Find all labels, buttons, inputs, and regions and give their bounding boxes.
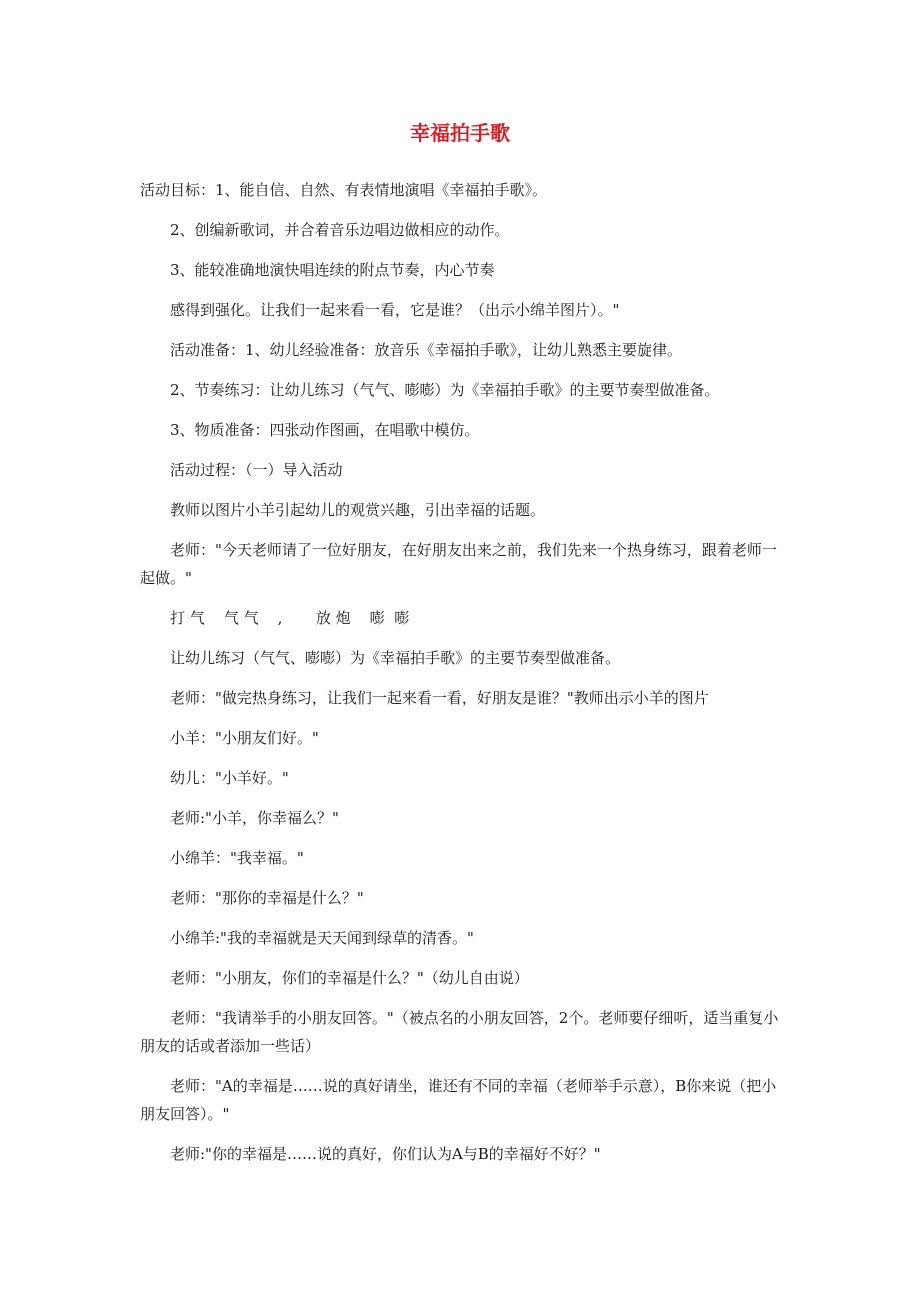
paragraph-teacher-6: 老师："我请举手的小朋友回答。"（被点名的小朋友回答，2个。老师要仔细听，适当重复小朋友的话或者添加一些话） [140, 1009, 779, 1055]
paragraph-prep: 活动准备：1、幼儿经验准备：放音乐《幸福拍手歌》，让幼儿熟悉主要旋律。 [170, 341, 683, 359]
document-title: 幸福拍手歌 [410, 121, 510, 145]
paragraph-goal-2: 2、创编新歌词，并合着音乐边唱边做相应的动作。 [170, 221, 510, 239]
paragraph-prep-3: 3、物质准备：四张动作图画，在唱歌中模仿。 [170, 421, 480, 439]
paragraph-teacher-5: 老师："小朋友，你们的幸福是什么？"（幼儿自由说） [170, 969, 529, 987]
paragraph-rhythm: 打 气 气 气 , 放 炮 嘭 嘭 [170, 609, 410, 627]
paragraph-teacher-8: 老师:"你的幸福是……说的真好，你们认为A与B的幸福好不好？" [170, 1145, 601, 1163]
paragraph-teacher-4: 老师："那你的幸福是什么？" [170, 889, 364, 907]
paragraph-lamb-3: 小绵羊:"我的幸福就是天天闻到绿草的清香。" [170, 929, 474, 947]
paragraph-lamb-1: 小羊："小朋友们好。" [170, 729, 319, 747]
document-body [140, 176, 785, 1180]
paragraph-goal-3: 3、能较准确地演快唱连续的附点节奏，内心节奏 [170, 261, 495, 279]
paragraph-children-1: 幼儿："小羊好。" [170, 769, 289, 787]
paragraph-teacher-7: 老师："A的幸福是……说的真好请坐，谁还有不同的幸福（老师举手示意），B你来说（把小朋友回答）。" [140, 1077, 777, 1123]
paragraph-teacher-3: 老师:"小羊，你幸福么？" [170, 809, 339, 827]
paragraph-teacher-2: 老师："做完热身练习，让我们一起来看一看，好朋友是谁？"教师出示小羊的图片 [170, 689, 709, 707]
paragraph-goal-3-cont: 感得到强化。让我们一起来看一看，它是谁？（出示小绵羊图片）。" [170, 301, 620, 319]
paragraph-practice: 让幼儿练习（气气、嘭嘭）为《幸福拍手歌》的主要节奏型做准备。 [170, 649, 621, 667]
paragraph-intro: 教师以图片小羊引起幼儿的观赏兴趣，引出幸福的话题。 [170, 501, 546, 519]
paragraph-goal: 活动目标：1、能自信、自然、有表情地演唱《幸福拍手歌》。 [140, 181, 548, 199]
paragraph-prep-2: 2、节奏练习：让幼儿练习（气气、嘭嘭）为《幸福拍手歌》的主要节奏型做准备。 [170, 381, 720, 399]
paragraph-process: 活动过程：（一）导入活动 [170, 461, 343, 479]
paragraph-teacher-1: 老师："今天老师请了一位好朋友，在好朋友出来之前，我们先来一个热身练习，跟着老师一起做。" [140, 541, 777, 587]
paragraph-lamb-2: 小绵羊："我幸福。" [170, 849, 304, 867]
